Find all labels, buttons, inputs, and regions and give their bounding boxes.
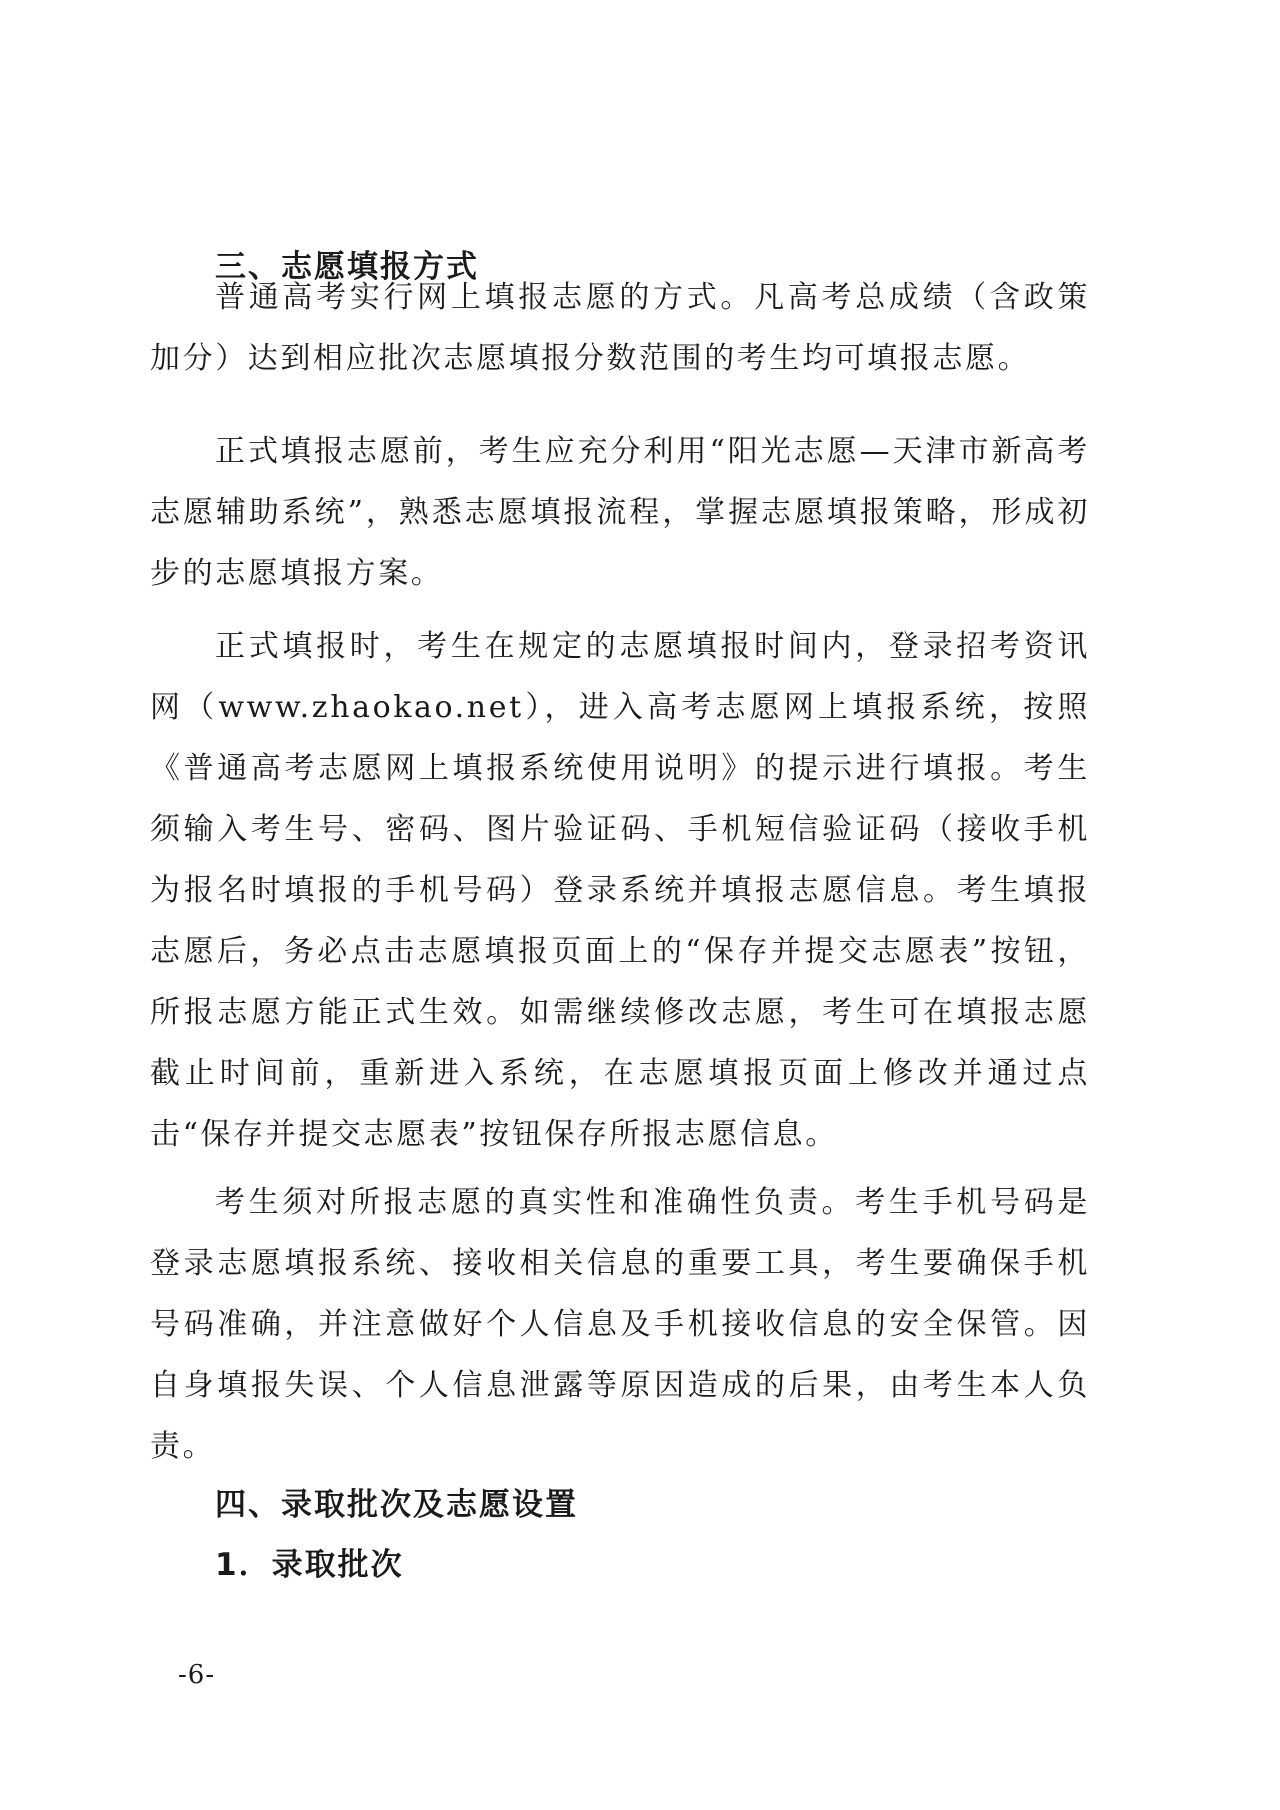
section-heading-3: 三、志愿填报方式 [215,249,479,285]
paragraph-3-block [150,616,1090,1165]
paragraph-2: 正式填报志愿前，考生应充分利用“阳光志愿—天津市新高考志愿辅助系统”，熟悉志愿填报流程，掌握志愿填报策略，形成初步的志愿填报方案。 [150,434,1090,591]
page-number: -6- [178,1660,216,1690]
paragraph-2-block [150,421,1090,604]
section-heading-4: 四、录取批次及志愿设置 [215,1487,578,1523]
sub-heading-admission-batches: 1．录取批次 [215,1547,404,1583]
paragraph-1-block [150,267,1090,389]
paragraph-3: 正式填报时，考生在规定的志愿填报时间内，登录招考资讯网（www.zhaokao.net），进入高考志愿网上填报系统，按照《普通高考志愿网上填报系统使用说明》的提示进行填报。考生须输入考生号、密码、图片验证码、手机短信验证码（接收手机为报名时填报的手机号码）登录系统并填报志愿信息。考生填报志愿后，务必点击志愿填报页面上的“保存并提交志愿表”按钮，所报志愿方能正式生效。如需继续修改志愿，考生可在填报志愿截止时间前，重新进入系统，在志愿填报页面上修改并通过点击“保存并提交志愿表”按钮保存所报志愿信息。 [150,629,1090,1152]
paragraph-4: 考生须对所报志愿的真实性和准确性负责。考生手机号码是登录志愿填报系统、接收相关信息的重要工具，考生要确保手机号码准确，并注意做好个人信息及手机接收信息的安全保管。因自身填报失误、个人信息泄露等原因造成的后果，由考生本人负责。 [150,1185,1090,1464]
paragraph-4-block [150,1172,1090,1477]
paragraph-1: 普通高考实行网上填报志愿的方式。凡高考总成绩（含政策加分）达到相应批次志愿填报分数范围的考生均可填报志愿。 [150,280,1090,376]
